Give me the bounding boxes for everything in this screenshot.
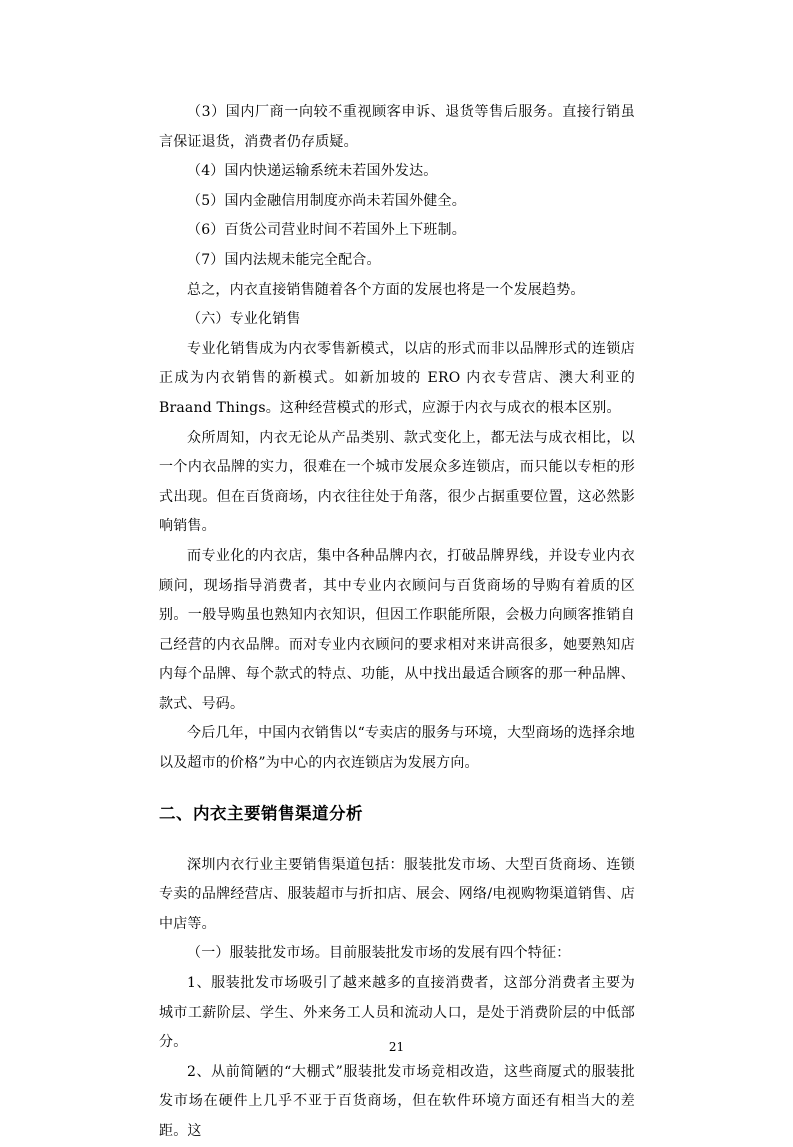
paragraph-item-4: （4）国内快递运输系统未若国外发达。 bbox=[187, 163, 438, 180]
paragraph-channels-overview: 深圳内衣行业主要销售渠道包括：服装批发市场、大型百货商场、连锁专卖的品牌经营店、服装超市与折扣店、展会、网络/电视购物渠道销售、店中店等。 bbox=[159, 856, 635, 932]
subsection-heading-specialized-sales: （六）专业化销售 bbox=[187, 311, 301, 328]
paragraph-specialized-store: 而专业化的内衣店，集中各种品牌内衣，打破品牌界线，并设专业内衣顾问，现场指导消费者，其中专业内衣顾问与百货商场的导购有着质的区别。一般导购虽也熟知内衣知识，但因工作职能所限，会极力向顾客推销自己经营的内衣品牌。而对专业内衣顾问的要求相对来讲高很多，她要熟知店内每个品牌、每个款式的特点、功能，从中找出最适合顾客的那一种品牌、款式、号码。 bbox=[159, 547, 635, 712]
paragraph-specialized-model: 专业化销售成为内衣零售新模式，以店的形式而非以品牌形式的连锁店正成为内衣销售的新模式。如新加坡的 ERO 内衣专营店、澳大利亚的 Braand Things。这种经营模式的形式，应源于内衣与成衣的根本区别。 bbox=[159, 340, 635, 416]
paragraph-summary: 总之，内衣直接销售随着各个方面的发展也将是一个发展趋势。 bbox=[187, 281, 585, 298]
paragraph-future-direction: 今后几年，中国内衣销售以“专卖店的服务与环境，大型商场的选择余地以及超市的价格”为中心的内衣连锁店为发展方向。 bbox=[159, 725, 635, 772]
page-number: 21 bbox=[388, 1040, 405, 1054]
paragraph-item-5: （5）国内金融信用制度亦尚未若国外健全。 bbox=[187, 192, 466, 209]
paragraph-brand-strength: 众所周知，内衣无论从产品类别、款式变化上，都无法与成衣相比，以一个内衣品牌的实力，很难在一个城市发展众多连锁店，而只能以专柜的形式出现。但在百货商场，内衣往往处于角落，很少占据重要位置，这必然影响销售。 bbox=[159, 429, 635, 535]
paragraph-wholesale-market-intro: （一）服装批发市场。目前服装批发市场的发展有四个特征： bbox=[187, 945, 571, 962]
paragraph-item-3: （3）国内厂商一向较不重视顾客申诉、退货等售后服务。直接行销虽言保证退货，消费者仍存质疑。 bbox=[159, 104, 635, 150]
paragraph-feature-2: 2、从前简陋的“大棚式”服装批发市场竞相改造，这些商厦式的服装批发市场在硬件上几乎不亚于百货商场，但在软件环境方面还有相当大的差距。这 bbox=[159, 1063, 635, 1139]
paragraph-item-7: （7）国内法规未能完全配合。 bbox=[187, 251, 381, 268]
document-body bbox=[159, 98, 635, 1147]
paragraph-feature-1: 1、服装批发市场吸引了越来越多的直接消费者，这部分消费者主要为城市工薪阶层、学生、外来务工人员和流动人口，是处于消费阶层的中低部分。 bbox=[159, 975, 635, 1051]
section-heading: 二、内衣主要销售渠道分析 bbox=[159, 803, 363, 823]
paragraph-item-6: （6）百货公司营业时间不若国外上下班制。 bbox=[187, 222, 466, 239]
